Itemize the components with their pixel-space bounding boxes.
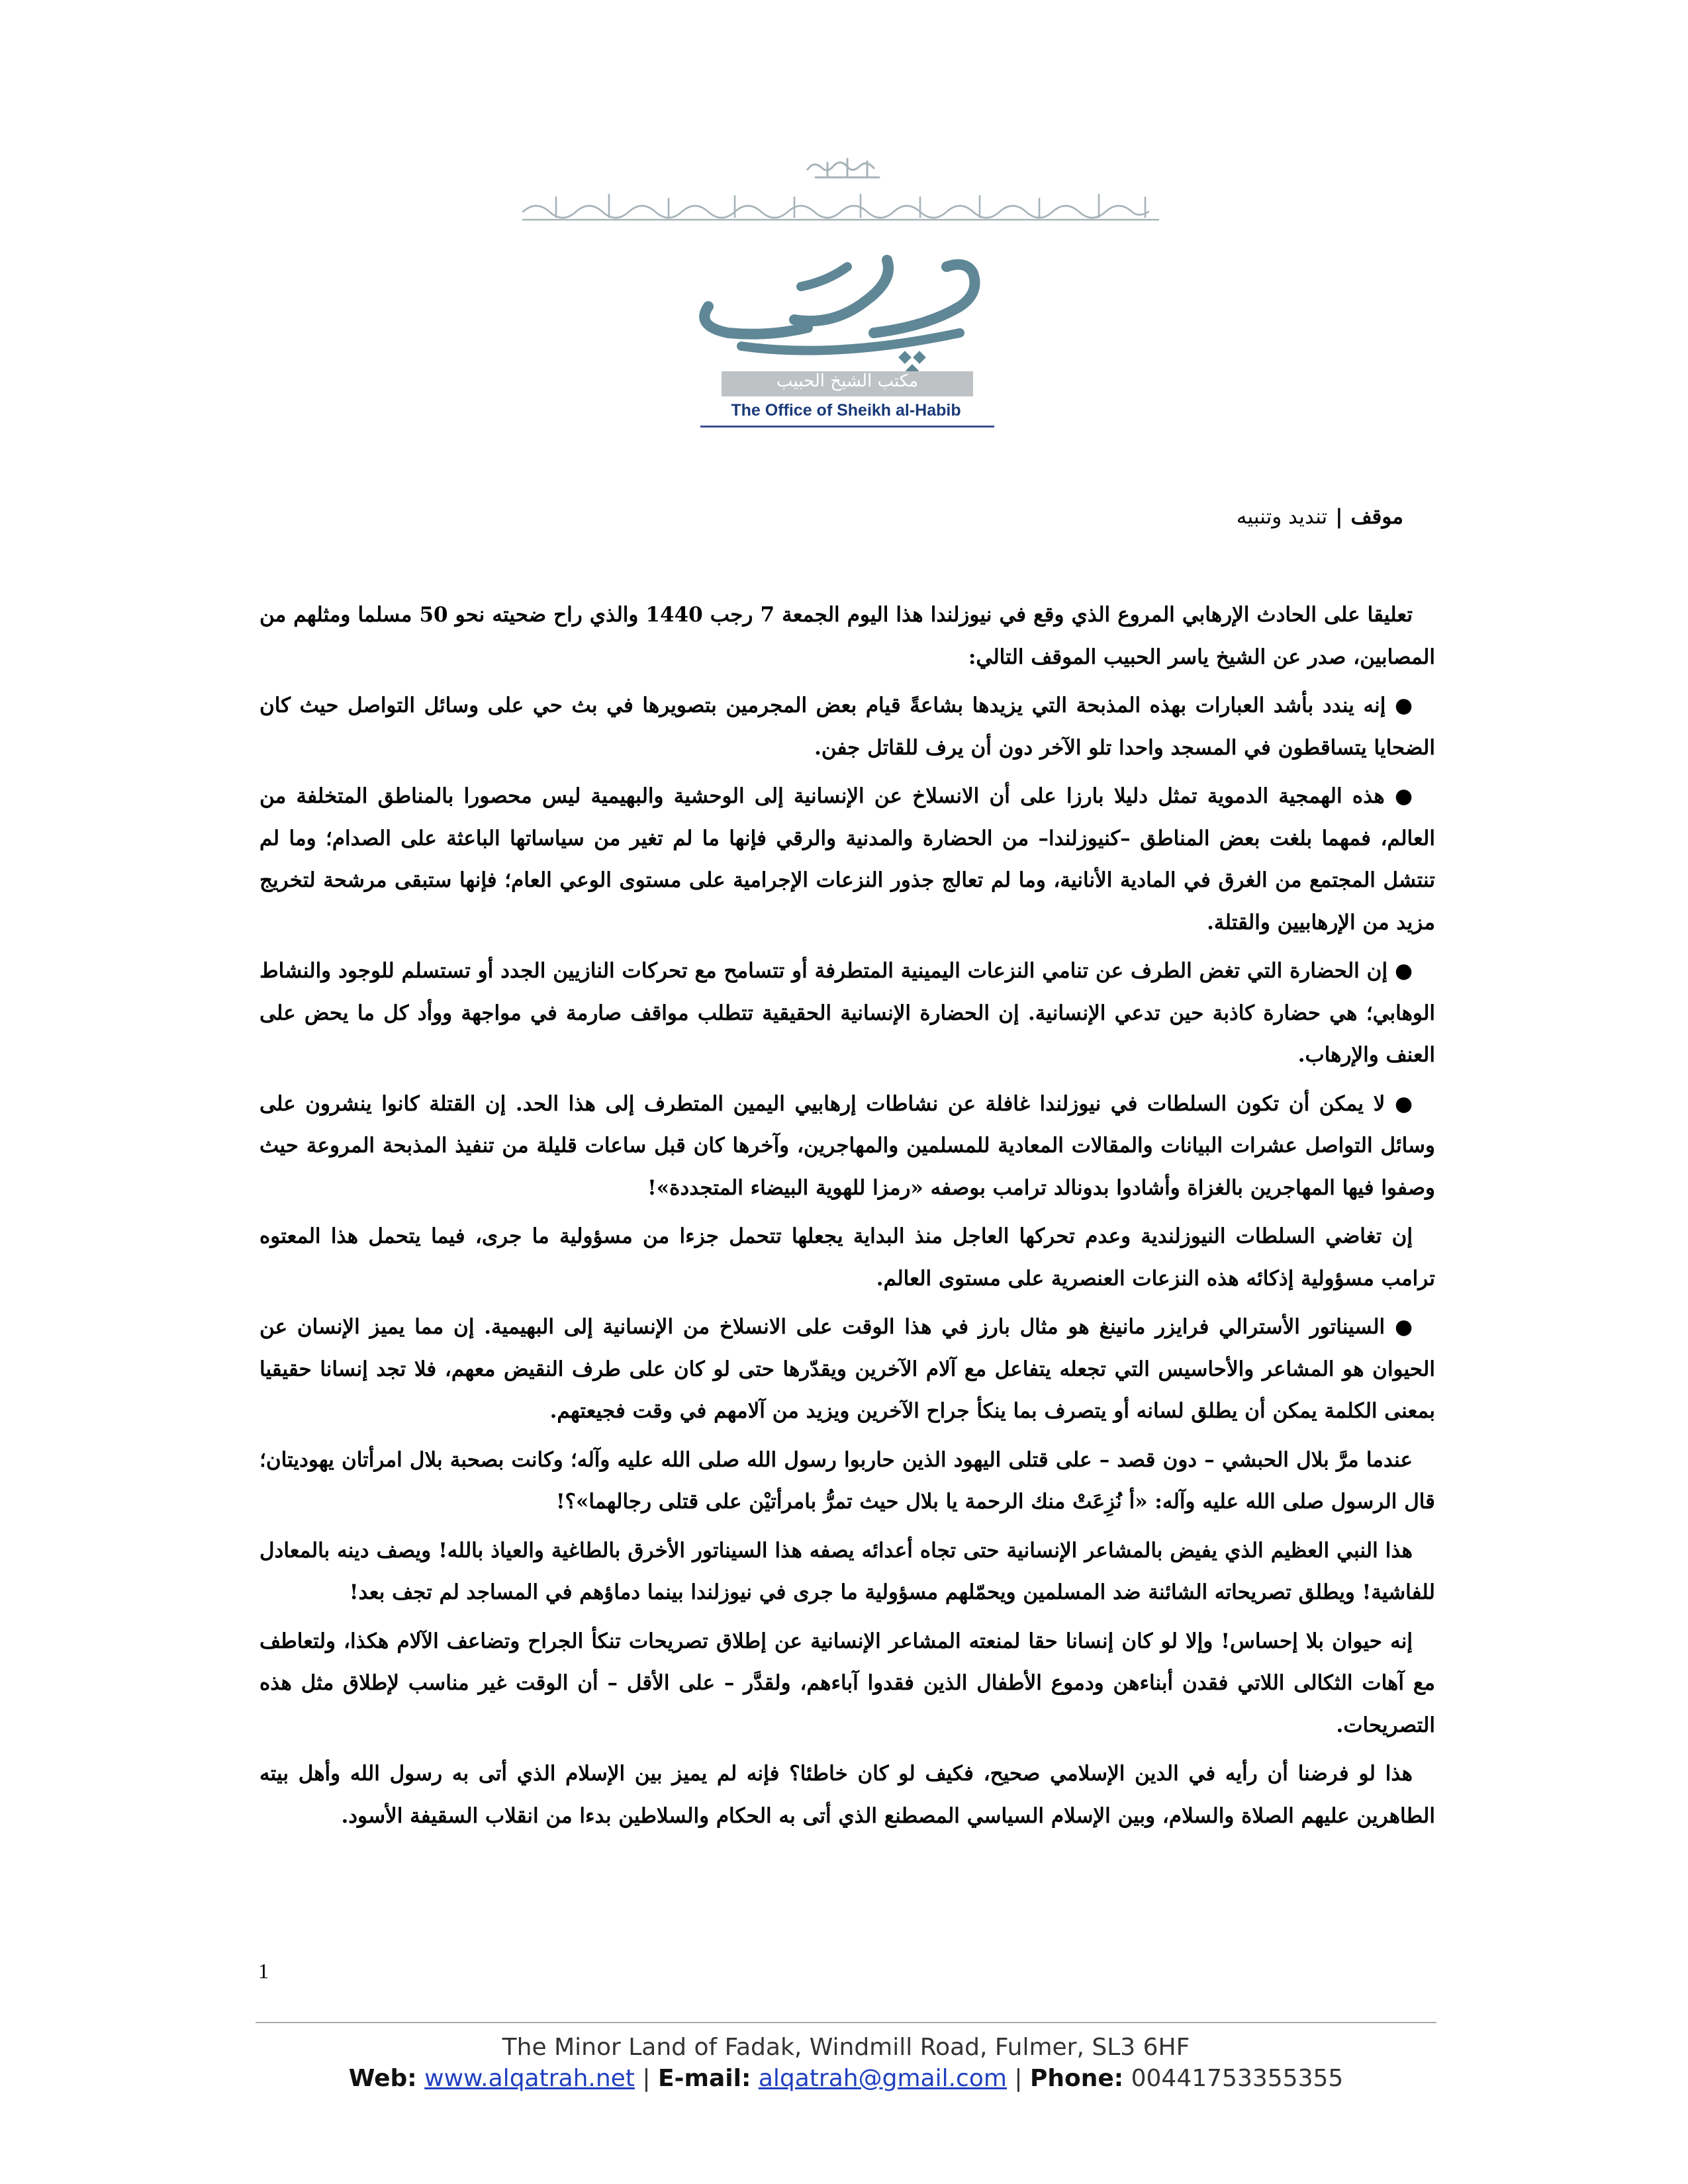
web-label: Web: [348,2065,417,2092]
letterhead [516,151,1172,435]
phone-number: 00441753355355 [1131,2065,1344,2092]
paragraph-civilization: ● إن الحضارة التي تغض الطرف عن تنامي النزعات اليمينية المتطرفة أو تتسامح مع تحركات النازيين الجدد أو تستسلم للوجود والنشاط الوهابي؛ هي حضارة كاذبة حين تدعي الإنسانية. إن الحضارة الإنسانية الحقيقية تتطلب مواقف صارمة في مواجهة ووأد كل ما يحض على العنف والإرهاب. [259,959,1435,1067]
stance-title: تنديد وتنبيه [1236,505,1328,529]
basmala-calligraphy-icon [516,151,1172,230]
paragraph-animal: إنه حيوان بلا إحساس! وإلا لو كان إنسانا حقا لمنعته المشاعر الإنسانية عن إطلاق تصريحات تنكأ الجراح وتضاعف الآلام هكذا، ولتعاطف مع آهات الثكالى اللاتي فقدن أبناءهن ودموع الأطفال الذين فقدوا آباءهم، ولقدَّر – على الأقل – أن الوقت غير مناسب لإطلاق مثل هذه التصريحات. [259,1629,1435,1737]
paragraph-intro: تعليقا على الحادث الإرهابي المروع الذي وقع في نيوزلندا هذا اليوم الجمعة 7 رجب 1440 والذي راح ضحيته نحو 50 مسلما ومثلهم من المصابين، صدر عن الشيخ ياسر الحبيب الموقف التالي: [259,603,1435,669]
footer-separator: | [1014,2065,1023,2092]
paragraph-conclusion: هذا لو فرضنا أن رأيه في الدين الإسلامي صحيح، فكيف لو كان خاطئا؟ فإنه لم يميز بين الإسلام الذي أتى به رسول الله وأهل بيته الطاهرين عليهم الصلاة والسلام، وبين الإسلام السياسي المصطنع الذي أتى به الحكام والسلاطين بدءا من انقلاب السقيفة الأسود. [259,1762,1435,1828]
footer-divider [256,2022,1436,2023]
stance-label: موقف [1350,505,1403,529]
paragraph-authorities: ● لا يمكن أن تكون السلطات في نيوزلندا غافلة عن نشاطات إرهابيي اليمين المتطرف إلى هذا الحد. إن القتلة كانوا ينشرون على وسائل التواصل عشرات البيانات والمقالات المعادية للمسلمين والمهاجرين، وآخرها كان قبل ساعات قليلة من تنفيذ المذبحة المروعة حيث وصفوا فيها المهاجرين بالغزاة وأشادوا بدونالد ترامب بوصفه «رمزا للهوية البيضاء المتجددة»! [259,1091,1435,1200]
email-link[interactable]: alqatrah@gmail.com [758,2065,1007,2092]
statement-body [259,594,1435,1844]
logo-arabic-name: مكتب الشيخ الحبيب [776,371,919,391]
page-number: 1 [258,1959,269,1983]
paragraph-prophet: هذا النبي العظيم الذي يفيض بالمشاعر الإنسانية حتى تجاه أعدائه يصفه هذا السيناتور الأخرق بالطاغية والعياذ بالله! ويصف دينه بالمعادل للفاشية! ويطلق تصريحاته الشائنة ضد المسلمين ويحمّلهم مسؤولية ما جرى في نيوزلندا بينما دماؤهم في المساجد لم تجف بعد! [259,1538,1435,1604]
website-link[interactable]: www.alqatrah.net [424,2065,635,2092]
footer-contacts [256,2063,1436,2094]
footer-address: The Minor Land of Fadak, Windmill Road, Fulmer, SL3 6HF [502,2034,1190,2061]
paragraph-senator: ● السيناتور الأسترالي فرايزر مانينغ هو مثال بارز في هذا الوقت على الانسلاخ من الإنسانية إلى البهيمية. إن مما يميز الإنسان عن الحيوان هو المشاعر والأحاسيس التي تجعله يتفاعل مع آلام الآخرين ويقدّرها حتى لو كان على طرف النقيض معهم، فلا تجد إنسانا حقيقيا بمعنى الكلمة يمكن أن يطلق لسانه أو يتصرف بما ينكأ جراح الآخرين ويزيد من آلامهم في وقت فجيعتهم. [259,1315,1435,1423]
footer [256,2032,1436,2094]
logo-english-name: The Office of Sheikh al-Habib [731,401,961,420]
paragraph-condemnation: ● إنه يندد بأشد العبارات بهذه المذبحة التي يزيدها بشاعةً قيام بعض المجرمين بتصويرها في بث حي على وسائل التواصل حيث كان الضحايا يتساقطون في المسجد واحدا تلو الآخر دون أن يرف للقاتل جفن. [259,694,1435,760]
stance-separator: | [1335,505,1343,529]
paragraph-bilal: عندما مرَّ بلال الحبشي – دون قصد – على قتلى اليهود الذين حاربوا رسول الله صلى الله عليه وآله؛ وكانت بصحبة بلال امرأتان يهوديتان؛ قال الرسول صلى الله عليه وآله: «أ نُزِعَتْ منك الرحمة يا بلال حيث تمرُّ بامرأتيْن على قتلى رجالهما»؟! [259,1447,1435,1514]
stance-heading [1237,505,1403,529]
paragraph-responsibility: إن تغاضي السلطات النيوزلندية وعدم تحركها العاجل منذ البداية يجعلها تتحمل جزءا من مسؤولية ما جرى، فيما يتحمل هذا المعتوه ترامب مسؤولية إذكائه هذه النزعات العنصرية على مستوى العالم. [259,1224,1435,1291]
email-label: E-mail: [657,2065,751,2092]
phone-label: Phone: [1029,2065,1124,2092]
footer-separator: | [642,2065,651,2092]
paragraph-barbarism: ● هذه الهمجية الدموية تمثل دليلا بارزا على أن الانسلاخ عن الإنسانية إلى الوحشية والبهيمية ليس محصورا بالمناطق المتخلفة من العالم، فمهما بلغت بعض المناطق –كنيوزلندا– من الحضارة والمدنية والرقي فإنها ما لم تغير من سياساتها الباعثة على الصدام؛ وما لم تنتشل المجتمع من الغرق في المادية الأنانية، وما لم تعالج جذور النزعات الإجرامية على مستوى الوعي العام؛ فإنها ستبقى مرشحة لتخريج مزيد من الإرهابيين والقتلة. [259,784,1435,934]
